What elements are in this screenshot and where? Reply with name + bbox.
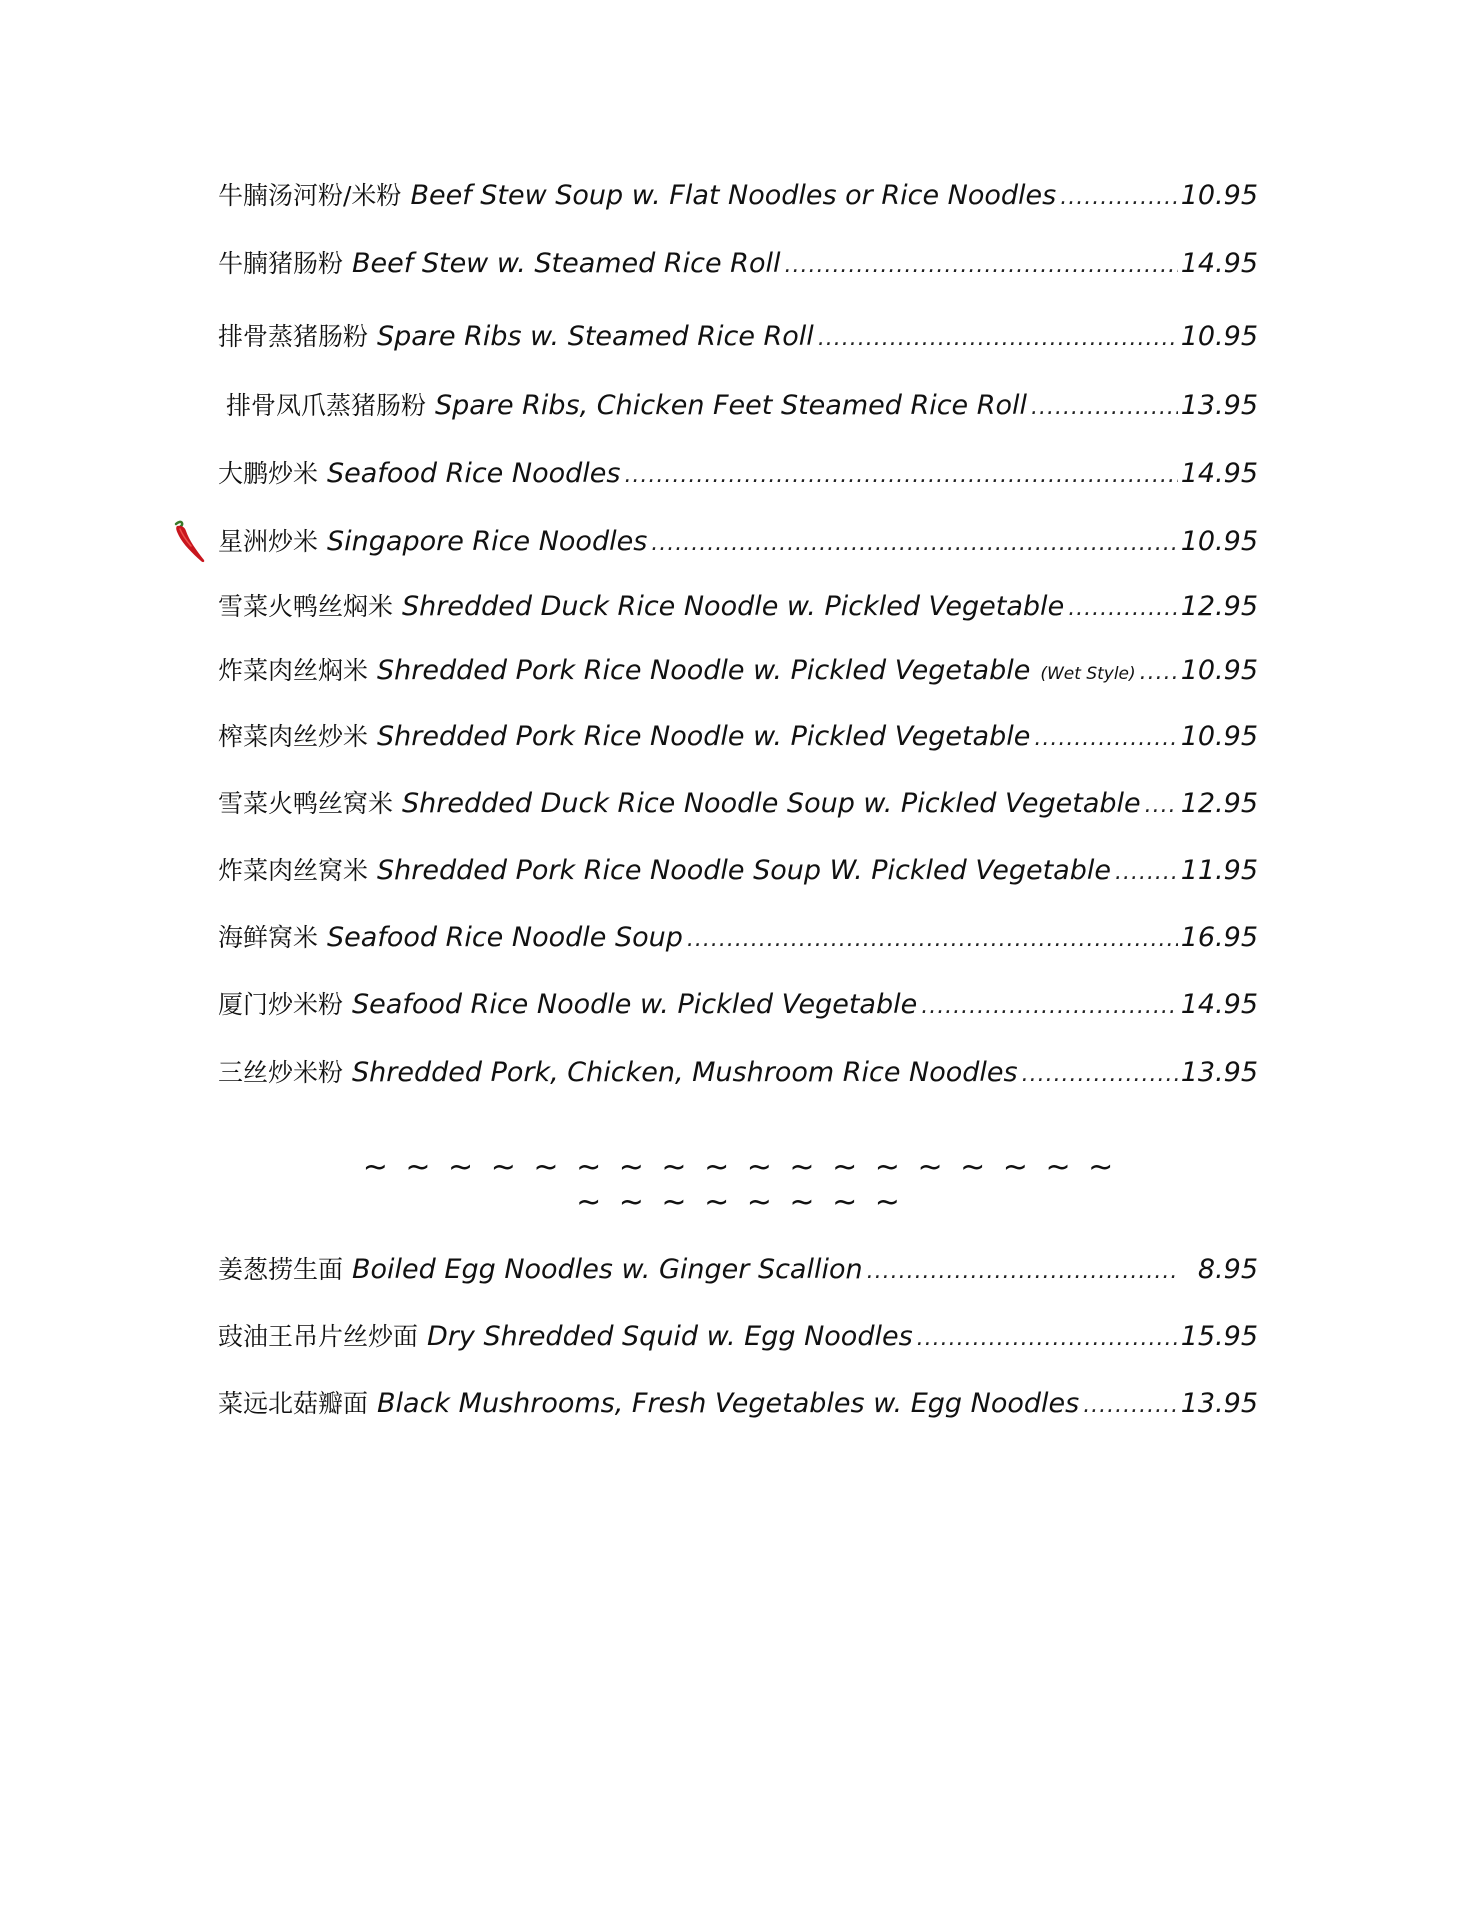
leader-dots — [1064, 589, 1178, 629]
item-english-name: Black Mushrooms, Fresh Vegetables w. Egg Noodles — [377, 1388, 1080, 1419]
item-english-name: Shredded Pork, Chicken, Mushroom Rice Noodles — [352, 1057, 1018, 1088]
item-english-name: Shredded Duck Rice Noodle Soup w. Pickled Vegetable — [402, 788, 1141, 819]
leader-dots — [647, 524, 1178, 564]
item-chinese-name: 牛腩猪肠粉 — [218, 249, 344, 278]
leader-dots — [780, 246, 1178, 286]
item-english-name: Spare Ribs, Chicken Feet Steamed Rice Roll — [435, 390, 1028, 421]
menu-item — [218, 985, 1258, 1025]
item-price: 10.95 — [1180, 321, 1258, 352]
item-chinese-name: 三丝炒米粉 — [218, 1058, 344, 1087]
section-divider: ~ ~ ~ ~ ~ ~ ~ ~ ~ ~ ~ ~ ~ ~ ~ ~ ~ ~ ~ ~ ~ ~ ~ ~ ~ ~ — [362, 1150, 1118, 1220]
menu-item — [218, 717, 1258, 757]
item-chinese-name: 雪菜火鸭丝窝米 — [218, 789, 394, 818]
item-english-name: Beef Stew w. Steamed Rice Roll — [352, 248, 781, 279]
item-english-name: Beef Stew Soup w. Flat Noodles or Rice Noodles — [410, 180, 1057, 211]
menu-item — [218, 522, 1258, 562]
item-english-name: Seafood Rice Noodles — [327, 458, 621, 489]
leader-dots — [1030, 719, 1178, 759]
leader-dots — [1141, 786, 1178, 826]
chili-pepper-icon — [168, 518, 208, 564]
item-english-name: Singapore Rice Noodles — [327, 526, 648, 557]
item-price: 12.95 — [1180, 591, 1258, 622]
leader-dots — [1111, 853, 1178, 893]
item-chinese-name: 炸菜肉丝窝米 — [218, 856, 369, 885]
menu-item — [218, 1053, 1258, 1093]
leader-dots — [814, 319, 1178, 359]
item-english-name: Shredded Pork Rice Noodle w. Pickled Vegetable — [377, 655, 1031, 686]
leader-dots — [683, 920, 1178, 960]
item-chinese-name: 豉油王吊片丝炒面 — [218, 1322, 419, 1351]
item-chinese-name: 排骨蒸猪肠粉 — [218, 322, 369, 351]
menu-item — [218, 587, 1258, 627]
item-price: 16.95 — [1180, 922, 1258, 953]
menu-item — [218, 918, 1258, 958]
item-chinese-name: 姜葱捞生面 — [218, 1255, 344, 1284]
leader-dots — [1079, 1386, 1178, 1426]
item-chinese-name: 炸菜肉丝焖米 — [218, 656, 369, 685]
item-english-name: Shredded Pork Rice Noodle w. Pickled Vegetable — [377, 721, 1031, 752]
item-price: 10.95 — [1180, 655, 1258, 686]
leader-dots — [917, 987, 1178, 1027]
menu-item — [226, 386, 1258, 426]
item-english-name: Boiled Egg Noodles w. Ginger Scallion — [352, 1254, 863, 1285]
menu-item — [218, 784, 1258, 824]
item-chinese-name: 排骨凤爪蒸猪肠粉 — [226, 391, 427, 420]
leader-dots — [1027, 388, 1178, 428]
item-chinese-name: 厦门炒米粉 — [218, 990, 344, 1019]
item-chinese-name: 海鲜窝米 — [218, 923, 319, 952]
item-price: 14.95 — [1180, 989, 1258, 1020]
item-chinese-name: 榨菜肉丝炒米 — [218, 722, 369, 751]
menu-item — [218, 1317, 1258, 1357]
item-english-name: Seafood Rice Noodle Soup — [327, 922, 683, 953]
item-price: 13.95 — [1180, 390, 1258, 421]
item-price: 11.95 — [1180, 855, 1258, 886]
item-english-name: Shredded Duck Rice Noodle w. Pickled Vegetable — [402, 591, 1065, 622]
item-chinese-name: 大鹏炒米 — [218, 459, 319, 488]
leader-dots — [1018, 1055, 1178, 1095]
menu-item — [218, 317, 1258, 357]
item-price: 14.95 — [1180, 458, 1258, 489]
item-price: 14.95 — [1180, 248, 1258, 279]
menu-item — [218, 454, 1258, 494]
item-english-name: Spare Ribs w. Steamed Rice Roll — [377, 321, 814, 352]
menu-item — [218, 651, 1258, 691]
menu-item — [218, 176, 1258, 216]
menu-item — [218, 1384, 1258, 1424]
item-price: 13.95 — [1180, 1388, 1258, 1419]
menu-item — [218, 1250, 1258, 1290]
menu-item — [218, 244, 1258, 284]
item-chinese-name: 菜远北菇瓣面 — [218, 1389, 369, 1418]
leader-dots — [863, 1252, 1178, 1292]
item-price: 13.95 — [1180, 1057, 1258, 1088]
leader-dots — [1056, 178, 1178, 218]
item-note: (Wet Style) — [1040, 664, 1136, 684]
leader-dots — [913, 1319, 1178, 1359]
leader-dots — [620, 456, 1178, 496]
item-chinese-name: 雪菜火鸭丝焖米 — [218, 592, 394, 621]
item-english-name: Seafood Rice Noodle w. Pickled Vegetable — [352, 989, 918, 1020]
item-price: 10.95 — [1180, 721, 1258, 752]
item-price: 15.95 — [1180, 1321, 1258, 1352]
item-price: 12.95 — [1180, 788, 1258, 819]
item-chinese-name: 星洲炒米 — [218, 527, 319, 556]
item-english-name: Dry Shredded Squid w. Egg Noodles — [427, 1321, 913, 1352]
menu-item — [218, 851, 1258, 891]
leader-dots — [1136, 653, 1178, 693]
item-english-name: Shredded Pork Rice Noodle Soup W. Pickled Vegetable — [377, 855, 1111, 886]
item-chinese-name: 牛腩汤河粉/米粉 — [218, 181, 402, 210]
item-price: 10.95 — [1180, 526, 1258, 557]
item-price: 8.95 — [1197, 1254, 1258, 1285]
item-price: 10.95 — [1180, 180, 1258, 211]
